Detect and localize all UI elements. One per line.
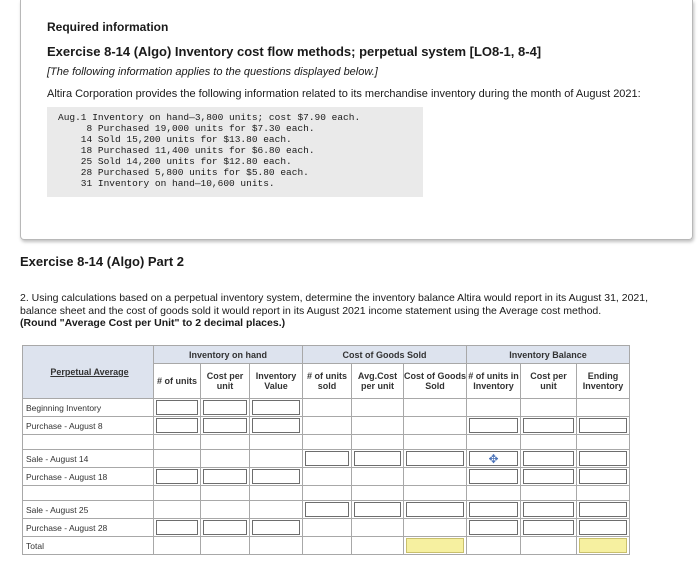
ending-inventory-input[interactable] [579, 520, 627, 535]
data-line: Aug.1 Inventory on hand—3,800 units; cost $7.90 each. [58, 112, 361, 123]
cost-per-unit-input[interactable] [203, 520, 247, 535]
question-body: 2. Using calculations based on a perpetual inventory system, determine the inventory balance Altira would report in its August 31, 2021, balance sheet and the cost of goods sold it would report in its August 2021 income statement using the Average cost method. [20, 292, 649, 317]
inventory-value-input[interactable] [252, 469, 300, 484]
table-row [23, 468, 630, 486]
row-label-total: Total [23, 537, 154, 555]
exercise-note: [The following information applies to the questions displayed below.] [47, 66, 378, 78]
table-row [23, 537, 630, 555]
required-info-panel [20, 0, 693, 240]
table-row [23, 501, 630, 519]
total-ending-inventory-input[interactable] [579, 538, 627, 553]
col-units-in-inventory: # of units in Inventory [467, 364, 521, 399]
exercise-description: Altira Corporation provides the following information related to its merchandise inventory during the month of August 2021: [47, 88, 641, 100]
inventory-data-block [47, 107, 423, 197]
cost-per-unit-input[interactable] [203, 469, 247, 484]
exercise-title: Exercise 8-14 (Algo) Inventory cost flow methods; perpetual system [LO8-1, 8-4] [47, 44, 542, 59]
units-in-inventory-input[interactable] [469, 469, 518, 484]
col-cost-of-goods-sold: Cost of Goods Sold [404, 364, 467, 399]
table-row [23, 450, 630, 468]
ending-inventory-input[interactable] [579, 451, 627, 466]
inventory-value-input[interactable] [252, 418, 300, 433]
table-row [23, 417, 630, 435]
units-input[interactable] [156, 520, 198, 535]
inventory-value-input[interactable] [252, 520, 300, 535]
row-label-purchase-aug28: Purchase - August 28 [23, 519, 154, 537]
group-inventory-on-hand: Inventory on hand [154, 346, 303, 364]
data-line: 8 Purchased 19,000 units for $7.30 each. [58, 123, 315, 134]
units-sold-input[interactable] [305, 502, 349, 517]
units-in-inventory-input[interactable] [469, 520, 518, 535]
total-cost-of-goods-sold-input[interactable] [406, 538, 464, 553]
data-line: 18 Purchased 11,400 units for $6.80 each. [58, 145, 315, 156]
rounding-instruction: (Round "Average Cost per Unit" to 2 decimal places.) [20, 317, 286, 329]
balance-cost-per-unit-input[interactable] [523, 502, 574, 517]
question-text [20, 292, 685, 330]
units-input[interactable] [156, 469, 198, 484]
col-units: # of units [154, 364, 201, 399]
col-cost-per-unit: Cost per unit [201, 364, 250, 399]
data-line: 25 Sold 14,200 units for $12.80 each. [58, 156, 292, 167]
ending-inventory-input[interactable] [579, 502, 627, 517]
perpetual-average-table [22, 345, 630, 555]
row-label-sale-aug14: Sale - August 14 [23, 450, 154, 468]
group-cost-of-goods-sold: Cost of Goods Sold [303, 346, 467, 364]
row-label-purchase-aug18: Purchase - August 18 [23, 468, 154, 486]
ending-inventory-input[interactable] [579, 418, 627, 433]
inventory-value-input[interactable] [252, 400, 300, 415]
data-line: 28 Purchased 5,800 units for $5.80 each. [58, 167, 309, 178]
row-label-beginning: Beginning Inventory [23, 399, 154, 417]
cost-of-goods-sold-input[interactable] [406, 502, 464, 517]
ending-inventory-input[interactable] [579, 469, 627, 484]
required-info-heading: Required information [47, 20, 169, 34]
units-in-inventory-input[interactable] [469, 451, 518, 466]
units-input[interactable] [156, 418, 198, 433]
data-line: 14 Sold 15,200 units for $13.80 each. [58, 134, 292, 145]
col-units-sold: # of units sold [303, 364, 352, 399]
balance-cost-per-unit-input[interactable] [523, 418, 574, 433]
data-line: 31 Inventory on hand—10,600 units. [58, 178, 275, 189]
row-label-sale-aug25: Sale - August 25 [23, 501, 154, 519]
group-inventory-balance: Inventory Balance [467, 346, 630, 364]
units-in-inventory-input[interactable] [469, 418, 518, 433]
col-avg-cost-per-unit: Avg.Cost per unit [352, 364, 404, 399]
table-row [23, 435, 630, 450]
table-row [23, 519, 630, 537]
table-row [23, 399, 630, 417]
avg-cost-per-unit-input[interactable] [354, 451, 401, 466]
cost-of-goods-sold-input[interactable] [406, 451, 464, 466]
balance-cost-per-unit-input[interactable] [523, 451, 574, 466]
part-title: Exercise 8-14 (Algo) Part 2 [20, 254, 185, 269]
cost-per-unit-input[interactable] [203, 418, 247, 433]
units-sold-input[interactable] [305, 451, 349, 466]
cost-per-unit-input[interactable] [203, 400, 247, 415]
move-cursor-icon: ✥ [488, 452, 499, 466]
table-row [23, 486, 630, 501]
col-ending-inventory: Ending Inventory [577, 364, 630, 399]
perpetual-average-heading: Perpetual Average [23, 346, 154, 399]
row-label-purchase-aug8: Purchase - August 8 [23, 417, 154, 435]
units-in-inventory-input[interactable] [469, 502, 518, 517]
balance-cost-per-unit-input[interactable] [523, 520, 574, 535]
units-input[interactable] [156, 400, 198, 415]
avg-cost-per-unit-input[interactable] [354, 502, 401, 517]
col-balance-cost-per-unit: Cost per unit [521, 364, 577, 399]
col-inventory-value: Inventory Value [250, 364, 303, 399]
balance-cost-per-unit-input[interactable] [523, 469, 574, 484]
